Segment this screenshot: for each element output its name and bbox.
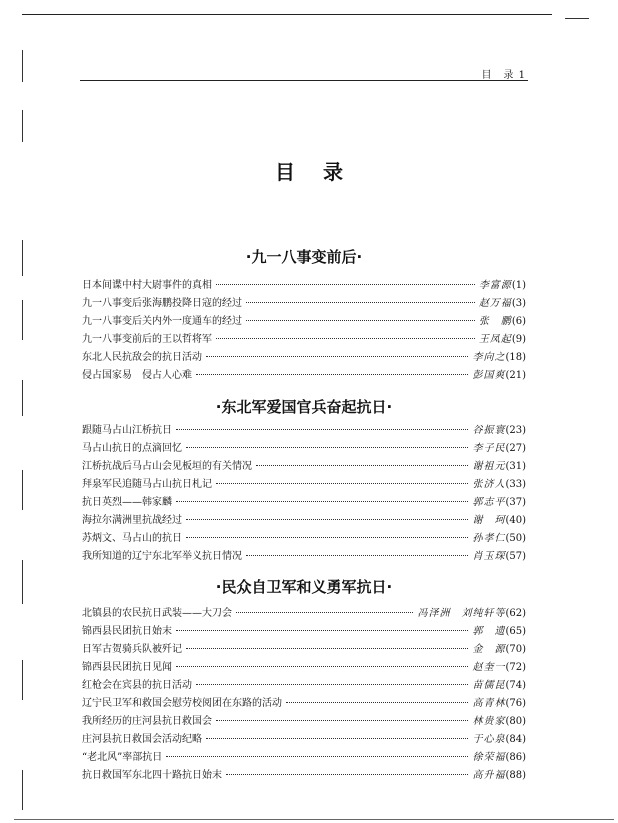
toc-entry[interactable]: 九一八事变前后的王以哲将军 王凤起 ( 9 ) (82, 330, 526, 348)
dot-leader (216, 338, 475, 339)
section-heading: ·东北军爱国官兵奋起抗日· (215, 398, 393, 416)
entry-page: 88 (509, 770, 523, 781)
entry-title: “老北风”率部抗日 (82, 752, 163, 763)
entry-title: 海拉尔满洲里抗战经过 (82, 515, 182, 526)
dot-leader (256, 465, 468, 466)
scan-margin-mark (22, 110, 23, 142)
entry-title: 红枪会在宾县的抗日活动 (82, 680, 192, 691)
toc-entry[interactable]: 锦西县民团抗日始末 郭 遗 ( 65 ) (82, 622, 526, 640)
toc-entry[interactable]: “老北风”率部抗日 徐荣福 ( 86 ) (82, 748, 526, 766)
entry-page: 40 (509, 515, 523, 526)
running-head (440, 66, 526, 81)
entry-page: 62 (509, 608, 523, 619)
toc-entry[interactable]: 九一八事变后关内外一度通车的经过 张 鹏 ( 6 ) (82, 312, 526, 330)
page-number: 1 (518, 70, 526, 81)
dot-leader (176, 429, 468, 430)
entry-page: 6 (515, 316, 523, 327)
entry-page: 9 (515, 334, 523, 345)
entry-title: 拜泉军民追随马占山抗日札记 (82, 479, 212, 490)
entry-author: 谢 珂 (472, 515, 506, 526)
dot-leader (216, 720, 468, 721)
entry-author: 谷振寰 (472, 425, 506, 436)
toc-entry[interactable]: 江桥抗战后马占山会见板垣的有关情况 谢祖元 ( 31 ) (82, 457, 526, 475)
entry-author: 赵奎一 (472, 662, 506, 673)
entry-title: 我所经历的庄河县抗日救国会 (82, 716, 212, 727)
scan-margin-mark (22, 470, 23, 510)
entry-author: 苗儒昆 (472, 680, 506, 691)
entry-author: 金 源 (472, 644, 506, 655)
dot-leader (236, 612, 413, 613)
entry-title: 侵占国家易 侵占人心难 (82, 370, 192, 381)
toc-entry[interactable]: 侵占国家易 侵占人心难 彭国爽 ( 21 ) (82, 366, 526, 384)
entry-author: 郭 遗 (472, 626, 506, 637)
dot-leader (186, 537, 468, 538)
entry-author: 赵万福 (478, 298, 512, 309)
entry-author: 张 鹏 (478, 316, 512, 327)
scan-frame-top-line (22, 14, 552, 15)
dot-leader (176, 501, 468, 502)
entry-page: 74 (509, 680, 523, 691)
dot-leader (186, 519, 468, 520)
scan-margin-mark (22, 300, 23, 340)
scan-frame-top-right-line (565, 18, 589, 19)
entry-title: 北镇县的农民抗日武装——大刀会 (82, 608, 232, 619)
section-heading: ·九一八事变前后· (245, 248, 363, 266)
entry-page: 50 (509, 533, 523, 544)
dot-leader (246, 302, 475, 303)
entry-title: 辽宁民卫军和救国会慰劳校阅团在东路的活动 (82, 698, 282, 709)
entry-page: 23 (509, 425, 523, 436)
toc-entry[interactable]: 庄河县抗日救国会活动纪略 于心泉 ( 84 ) (82, 730, 526, 748)
dot-leader (246, 555, 468, 556)
entry-title: 马占山抗日的点滴回忆 (82, 443, 182, 454)
scan-margin-mark (22, 560, 23, 604)
dot-leader (216, 483, 468, 484)
toc-entry[interactable]: 抗日英烈——韩家麟 郭志平 ( 37 ) (82, 493, 526, 511)
entry-title: 江桥抗战后马占山会见板垣的有关情况 (82, 461, 252, 472)
entry-page: 80 (509, 716, 523, 727)
entry-title: 九一八事变后关内外一度通车的经过 (82, 316, 242, 327)
toc-entry[interactable]: 辽宁民卫军和救国会慰劳校阅团在东路的活动 高青林 ( 76 ) (82, 694, 526, 712)
dot-leader (216, 284, 475, 285)
toc-entry[interactable]: 红枪会在宾县的抗日活动 苗儒昆 ( 74 ) (82, 676, 526, 694)
dot-leader (246, 320, 475, 321)
entry-title: 东北人民抗敌会的抗日活动 (82, 352, 202, 363)
toc-entry[interactable]: 海拉尔满洲里抗战经过 谢 珂 ( 40 ) (82, 511, 526, 529)
section-heading: ·民众自卫军和义勇军抗日· (215, 578, 393, 596)
entry-page: 86 (509, 752, 523, 763)
dot-leader (206, 738, 468, 739)
entry-title: 抗日救国军东北四十路抗日始末 (82, 770, 222, 781)
toc-entry[interactable]: 拜泉军民追随马占山抗日札记 张济人 ( 33 ) (82, 475, 526, 493)
entry-author: 郭志平 (472, 497, 506, 508)
dot-leader (176, 630, 468, 631)
entry-page: 72 (509, 662, 523, 673)
scan-bottom-line (14, 819, 614, 820)
entry-page: 76 (509, 698, 523, 709)
entry-title: 抗日英烈——韩家麟 (82, 497, 172, 508)
entry-page: 27 (509, 443, 523, 454)
entry-title: 锦西县民团抗日始末 (82, 626, 172, 637)
entry-author: 徐荣福 (472, 752, 506, 763)
toc-entry[interactable]: 我所知道的辽宁东北军举义抗日情况 肖玉琛 ( 57 ) (82, 547, 526, 565)
entry-author: 于心泉 (472, 734, 506, 745)
entry-author: 谢祖元 (472, 461, 506, 472)
entry-page: 84 (509, 734, 523, 745)
dot-leader (196, 374, 468, 375)
toc-entry[interactable]: 北镇县的农民抗日武装——大刀会 冯泽洲 刘纯轩等 ( 62 ) (82, 604, 526, 622)
toc-entry[interactable]: 锦西县民团抗日见闻 赵奎一 ( 72 ) (82, 658, 526, 676)
toc-list (82, 276, 526, 384)
dot-leader (186, 447, 468, 448)
entry-page: 65 (509, 626, 523, 637)
dot-leader (226, 774, 468, 775)
entry-title: 锦西县民团抗日见闻 (82, 662, 172, 673)
entry-title: 庄河县抗日救国会活动纪略 (82, 734, 202, 745)
toc-entry[interactable]: 东北人民抗敌会的抗日活动 李向之 ( 18 ) (82, 348, 526, 366)
toc-entry[interactable]: 日本间谍中村大尉事件的真相 李富源 ( 1 ) (82, 276, 526, 294)
entry-author: 王凤起 (478, 334, 512, 345)
running-head-label: 目 录 (481, 70, 515, 81)
toc-entry[interactable]: 九一八事变后张海鹏投降日寇的经过 赵万福 ( 3 ) (82, 294, 526, 312)
entry-author: 李富源 (478, 280, 512, 291)
dot-leader (196, 684, 468, 685)
dot-leader (286, 702, 468, 703)
entry-page: 57 (509, 551, 523, 562)
dot-leader (166, 756, 468, 757)
entry-author: 李向之 (472, 352, 506, 363)
entry-title: 日军古贺骑兵队被歼记 (82, 644, 182, 655)
scan-margin-mark (22, 240, 23, 276)
entry-page: 1 (515, 280, 523, 291)
toc-list (82, 604, 526, 784)
toc-entry[interactable]: 我所经历的庄河县抗日救国会 林贵家 ( 80 ) (82, 712, 526, 730)
entry-page: 37 (509, 497, 523, 508)
entry-page: 21 (509, 370, 523, 381)
toc-entry[interactable]: 抗日救国军东北四十路抗日始末 高升福 ( 88 ) (82, 766, 526, 784)
entry-author: 彭国爽 (472, 370, 506, 381)
toc-entry[interactable]: 跟随马占山江桥抗日 谷振寰 ( 23 ) (82, 421, 526, 439)
entry-page: 70 (509, 644, 523, 655)
dot-leader (176, 666, 468, 667)
toc-list (82, 421, 526, 565)
entry-page: 31 (509, 461, 523, 472)
toc-entry[interactable]: 苏炳文、马占山的抗日 孙孝仁 ( 50 ) (82, 529, 526, 547)
entry-author: 孙孝仁 (472, 533, 506, 544)
toc-entry[interactable]: 马占山抗日的点滴回忆 李子民 ( 27 ) (82, 439, 526, 457)
dot-leader (186, 648, 468, 649)
entry-author: 李子民 (472, 443, 506, 454)
entry-title: 苏炳文、马占山的抗日 (82, 533, 182, 544)
entry-title: 我所知道的辽宁东北军举义抗日情况 (82, 551, 242, 562)
entry-title: 跟随马占山江桥抗日 (82, 425, 172, 436)
toc-entry[interactable]: 日军古贺骑兵队被歼记 金 源 ( 70 ) (82, 640, 526, 658)
entry-author: 林贵家 (472, 716, 506, 727)
entry-author: 高升福 (472, 770, 506, 781)
running-head-rule (80, 80, 528, 81)
entry-title: 九一八事变前后的王以哲将军 (82, 334, 212, 345)
entry-page: 33 (509, 479, 523, 490)
dot-leader (206, 356, 468, 357)
entry-author: 高青林 (472, 698, 506, 709)
entry-title: 日本间谍中村大尉事件的真相 (82, 280, 212, 291)
scan-margin-mark (22, 50, 23, 82)
scan-margin-mark (22, 770, 23, 810)
entry-title: 九一八事变后张海鹏投降日寇的经过 (82, 298, 242, 309)
entry-author: 张济人 (472, 479, 506, 490)
page-title: 目录 (275, 160, 371, 184)
scan-margin-mark (22, 380, 23, 416)
entry-author: 肖玉琛 (472, 551, 506, 562)
scan-margin-mark (22, 660, 23, 700)
entry-page: 18 (509, 352, 523, 363)
entry-page: 3 (515, 298, 523, 309)
entry-author: 冯泽洲 刘纯轩等 (417, 608, 506, 619)
